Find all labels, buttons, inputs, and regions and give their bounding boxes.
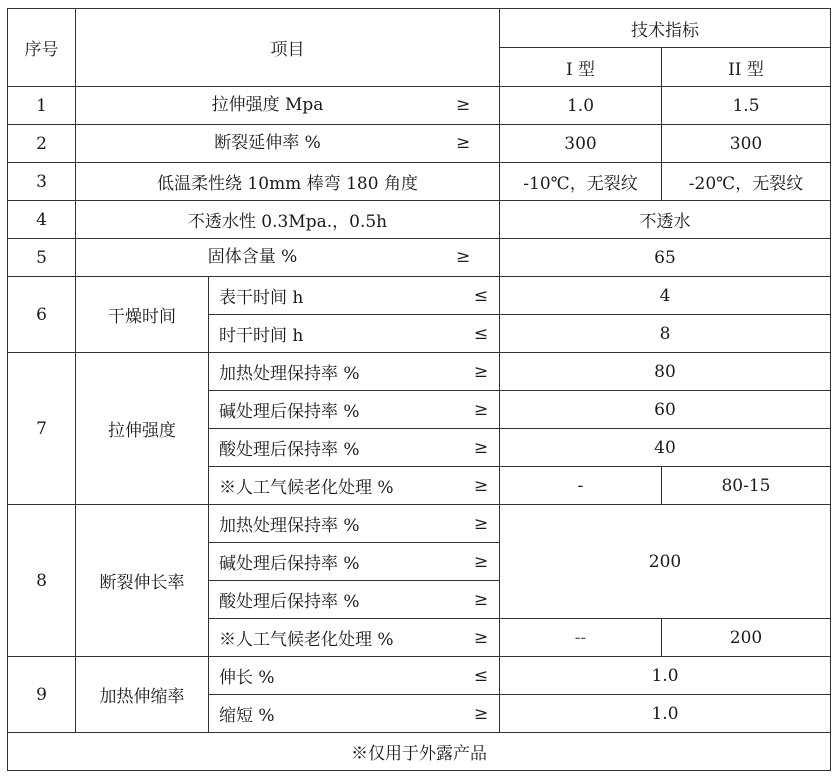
item-cell: [76, 87, 500, 125]
item-label: 拉伸强度 Mpa: [211, 95, 324, 115]
value-merged: 200: [500, 505, 831, 619]
group-label: 加热伸缩率: [76, 657, 209, 733]
header-type-1: I 型: [500, 48, 662, 87]
comparison-symbol: ≤: [473, 323, 489, 344]
comparison-symbol: ≥: [473, 551, 489, 572]
table-row: [8, 657, 831, 695]
comparison-symbol: ≥: [473, 361, 489, 382]
item-label: 断裂延伸率 %: [214, 133, 321, 153]
sub-item-cell: [209, 619, 500, 657]
value-type-1: --: [500, 619, 662, 657]
sub-item-cell: [209, 353, 500, 391]
spec-table: [7, 8, 831, 771]
value-type-2: -20℃，无裂纹: [662, 163, 831, 201]
header-tech-index: 技术指标: [500, 9, 831, 48]
row-number: 6: [8, 277, 76, 353]
table-row: [8, 239, 831, 277]
comparison-symbol: ≤: [473, 665, 489, 686]
row-number: 3: [8, 163, 76, 201]
row-number: 1: [8, 87, 76, 125]
group-label: 拉伸强度: [76, 353, 209, 505]
item-label: 低温柔性绕 10mm 棒弯 180 角度: [76, 163, 500, 201]
sub-item-label: 加热处理保持率 %: [219, 364, 360, 384]
sub-item-label: 伸长 %: [219, 668, 275, 688]
item-cell: [76, 239, 500, 277]
comparison-symbol: ≥: [473, 627, 489, 648]
row-number: 2: [8, 125, 76, 163]
table-row: [8, 125, 831, 163]
item-label: 固体含量 %: [207, 247, 298, 267]
item-label: 不透水性 0.3Mpa.，0.5h: [76, 201, 500, 239]
sub-item-cell: [209, 429, 500, 467]
table-row: [8, 505, 831, 543]
value-type-1: 300: [500, 125, 662, 163]
comparison-symbol: ≥: [473, 399, 489, 420]
value-merged: 60: [500, 391, 831, 429]
sub-item-label: 酸处理后保持率 %: [219, 592, 360, 612]
header-type-2: II 型: [662, 48, 831, 87]
comparison-symbol: ≥: [456, 247, 471, 267]
value-merged: 65: [500, 239, 831, 277]
sub-item-cell: [209, 505, 500, 543]
sub-item-label: 酸处理后保持率 %: [219, 440, 360, 460]
sub-item-cell: [209, 581, 500, 619]
table-row: [8, 163, 831, 201]
group-label: 干燥时间: [76, 277, 209, 353]
sub-item-label: 碱处理后保持率 %: [219, 402, 360, 422]
comparison-symbol: ≥: [473, 703, 489, 724]
footnote: ※仅用于外露产品: [8, 733, 831, 771]
sub-item-cell: [209, 391, 500, 429]
value-type-2: 80-15: [662, 467, 831, 505]
table-row: [8, 277, 831, 315]
table-row: [8, 353, 831, 391]
value-type-1: -: [500, 467, 662, 505]
comparison-symbol: ≤: [473, 285, 489, 306]
row-number: 8: [8, 505, 76, 657]
group-label: 断裂伸长率: [76, 505, 209, 657]
note-row: [8, 733, 831, 771]
header-item: 项目: [76, 9, 500, 87]
sub-item-cell: [209, 657, 500, 695]
comparison-symbol: ≥: [473, 475, 489, 496]
sub-item-cell: [209, 315, 500, 353]
row-number: 5: [8, 239, 76, 277]
sub-item-cell: [209, 277, 500, 315]
sub-item-label: ※人工气候老化处理 %: [219, 630, 394, 650]
comparison-symbol: ≥: [456, 133, 471, 153]
value-merged: 1.0: [500, 695, 831, 733]
value-merged: 不透水: [500, 201, 831, 239]
value-merged: 8: [500, 315, 831, 353]
value-type-2: 300: [662, 125, 831, 163]
value-merged: 80: [500, 353, 831, 391]
value-type-2: 1.5: [662, 87, 831, 125]
sub-item-label: 时干时间 h: [219, 326, 304, 346]
comparison-symbol: ≥: [456, 95, 471, 115]
sub-item-label: 表干时间 h: [219, 288, 304, 308]
table-row: [8, 201, 831, 239]
comparison-symbol: ≥: [473, 513, 489, 534]
value-type-1: -10℃，无裂纹: [500, 163, 662, 201]
row-number: 9: [8, 657, 76, 733]
value-merged: 40: [500, 429, 831, 467]
sub-item-label: 加热处理保持率 %: [219, 516, 360, 536]
comparison-symbol: ≥: [473, 437, 489, 458]
sub-item-label: 缩短 %: [219, 706, 275, 726]
row-number: 7: [8, 353, 76, 505]
comparison-symbol: ≥: [473, 589, 489, 610]
header-row-1: [8, 9, 831, 48]
value-type-2: 200: [662, 619, 831, 657]
item-cell: [76, 125, 500, 163]
value-type-1: 1.0: [500, 87, 662, 125]
sub-item-label: 碱处理后保持率 %: [219, 554, 360, 574]
table-row: [8, 87, 831, 125]
header-serial: 序号: [8, 9, 76, 87]
value-merged: 4: [500, 277, 831, 315]
value-merged: 1.0: [500, 657, 831, 695]
sub-item-cell: [209, 695, 500, 733]
row-number: 4: [8, 201, 76, 239]
sub-item-label: ※人工气候老化处理 %: [219, 478, 394, 498]
sub-item-cell: [209, 467, 500, 505]
sub-item-cell: [209, 543, 500, 581]
